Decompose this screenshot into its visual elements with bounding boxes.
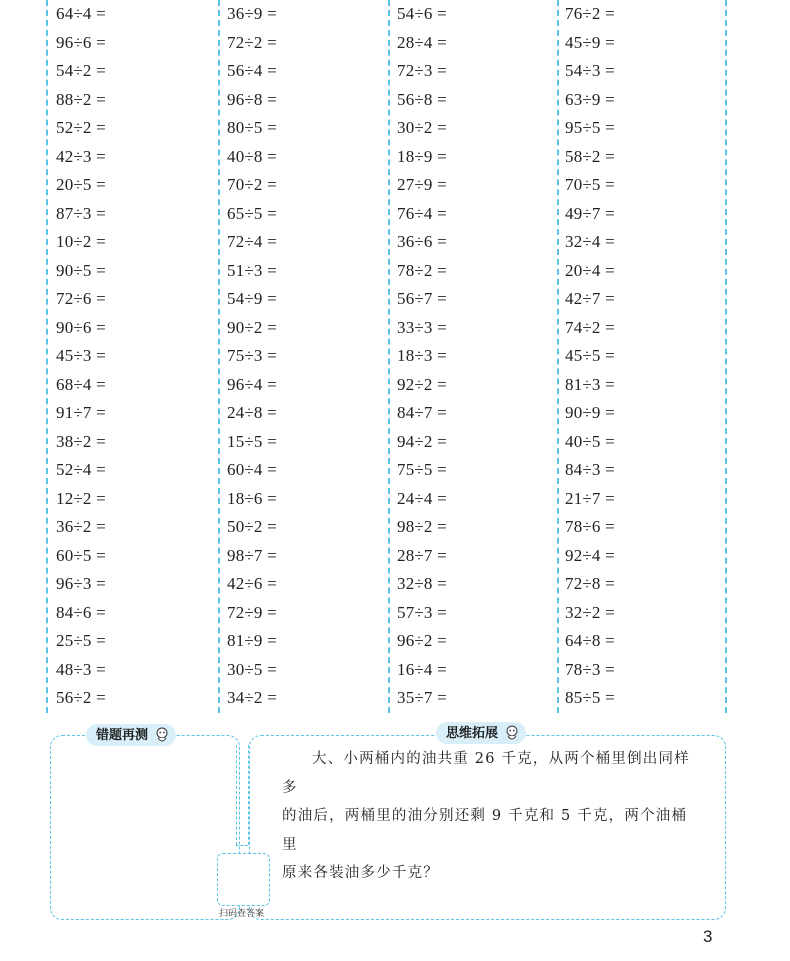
division-problem: 49÷7 = bbox=[565, 203, 615, 223]
division-problem: 32÷4 = bbox=[565, 232, 615, 251]
qr-code-box[interactable] bbox=[217, 853, 270, 906]
problem-line: 的油后，两桶里的油分别还剩 9 千克和 5 千克，两个油桶里 bbox=[282, 808, 688, 853]
division-problem: 75÷5 = bbox=[397, 460, 447, 479]
division-problem: 57÷3 = bbox=[397, 602, 447, 622]
division-problem: 72÷4 = bbox=[227, 232, 277, 251]
column-divider bbox=[388, 0, 390, 713]
division-problem: 90÷5 = bbox=[56, 260, 106, 280]
division-problem: 80÷5 = bbox=[227, 118, 277, 137]
division-problem: 68÷4 = bbox=[56, 374, 106, 394]
division-problem: 74÷2 = bbox=[565, 317, 615, 337]
division-problem: 28÷4 = bbox=[397, 32, 447, 52]
division-problem: 90÷9 = bbox=[565, 403, 615, 422]
thinking-extension-title-text: 思维拓展 bbox=[446, 725, 499, 740]
division-problem: 92÷4 = bbox=[565, 545, 615, 565]
division-problem: 15÷5 = bbox=[227, 431, 277, 451]
division-problem: 45÷9 = bbox=[565, 32, 615, 52]
division-problem: 84÷6 = bbox=[56, 602, 106, 622]
division-problem: 56÷2 = bbox=[56, 688, 106, 707]
mistakes-retest-title bbox=[86, 724, 176, 746]
division-problem: 10÷2 = bbox=[56, 232, 106, 251]
division-problem: 16÷4 = bbox=[397, 659, 447, 679]
division-problem: 52÷4 = bbox=[56, 460, 106, 479]
problem-line: 大、小两桶内的油共重 26 千克，从两个桶里倒出同样多 bbox=[282, 751, 690, 796]
column-divider bbox=[557, 0, 559, 713]
division-problem: 38÷2 = bbox=[56, 431, 106, 451]
division-problem: 54÷3 = bbox=[565, 61, 615, 80]
division-problem: 52÷2 = bbox=[56, 118, 106, 137]
connector-line bbox=[236, 745, 237, 845]
division-problem: 24÷8 = bbox=[227, 403, 277, 422]
division-problem: 42÷6 = bbox=[227, 574, 277, 593]
division-problem: 48÷3 = bbox=[56, 659, 106, 679]
division-problem: 72÷6 = bbox=[56, 289, 106, 308]
division-problem: 64÷8 = bbox=[565, 631, 615, 650]
division-problem: 18÷6 = bbox=[227, 488, 277, 508]
division-problem: 92÷2 = bbox=[397, 374, 447, 394]
division-problem: 56÷4 = bbox=[227, 61, 277, 80]
division-problem: 20÷4 = bbox=[565, 260, 615, 280]
division-problem: 40÷5 = bbox=[565, 431, 615, 451]
division-problem: 50÷2 = bbox=[227, 517, 277, 536]
division-problem: 91÷7 = bbox=[56, 403, 106, 422]
division-problem: 70÷5 = bbox=[565, 175, 615, 194]
division-problem: 34÷2 = bbox=[227, 688, 277, 707]
division-problem: 36÷6 = bbox=[397, 232, 447, 251]
division-problem: 70÷2 = bbox=[227, 175, 277, 194]
division-problem: 45÷3 = bbox=[56, 346, 106, 365]
division-problem: 87÷3 = bbox=[56, 203, 106, 223]
division-problem: 21÷7 = bbox=[565, 488, 615, 508]
division-problem: 98÷2 = bbox=[397, 517, 447, 536]
division-problem: 72÷3 = bbox=[397, 61, 447, 80]
division-problem: 90÷2 = bbox=[227, 317, 277, 337]
division-problem: 33÷3 = bbox=[397, 317, 447, 337]
division-problem: 72÷9 = bbox=[227, 602, 277, 622]
division-problem: 54÷2 = bbox=[56, 61, 106, 80]
division-problem: 78÷6 = bbox=[565, 517, 615, 536]
division-problem: 85÷5 = bbox=[565, 688, 615, 707]
column-divider bbox=[218, 0, 220, 713]
division-problem: 12÷2 = bbox=[56, 488, 106, 508]
division-problem: 94÷2 = bbox=[397, 431, 447, 451]
division-problem: 18÷3 = bbox=[397, 346, 447, 365]
division-problem: 42÷3 = bbox=[56, 146, 106, 166]
qr-caption: 扫码查答案 bbox=[219, 908, 265, 918]
division-problem: 30÷5 = bbox=[227, 659, 277, 679]
division-problem: 28÷7 = bbox=[397, 545, 447, 565]
division-problem: 72÷2 = bbox=[227, 32, 277, 52]
division-problem: 65÷5 = bbox=[227, 203, 277, 223]
division-problem: 88÷2 = bbox=[56, 89, 106, 109]
division-problem: 56÷8 = bbox=[397, 89, 447, 109]
division-problem: 32÷8 = bbox=[397, 574, 447, 593]
division-problem: 75÷3 = bbox=[227, 346, 277, 365]
division-problem: 64÷4 = bbox=[56, 4, 106, 23]
column-divider bbox=[46, 0, 48, 713]
division-problem: 96÷8 = bbox=[227, 89, 277, 109]
division-problem: 78÷3 = bbox=[565, 659, 615, 679]
division-problem: 25÷5 = bbox=[56, 631, 106, 650]
division-problem: 84÷7 = bbox=[397, 403, 447, 422]
division-problem: 96÷6 = bbox=[56, 32, 106, 52]
division-problem: 20÷5 = bbox=[56, 175, 106, 194]
division-problem: 36÷2 = bbox=[56, 517, 106, 536]
division-problem: 24÷4 = bbox=[397, 488, 447, 508]
mistakes-retest-title-text: 错题再测 bbox=[96, 727, 149, 742]
division-problem: 36÷9 = bbox=[227, 4, 277, 23]
division-problem: 76÷2 = bbox=[565, 4, 615, 23]
division-problem: 42÷7 = bbox=[565, 289, 615, 308]
division-problem: 27÷9 = bbox=[397, 175, 447, 194]
division-problem: 84÷3 = bbox=[565, 460, 615, 479]
division-problem: 51÷3 = bbox=[227, 260, 277, 280]
division-problem: 60÷4 = bbox=[227, 460, 277, 479]
division-problem: 76÷4 = bbox=[397, 203, 447, 223]
problem-line: 原来各装油多少千克？ bbox=[282, 865, 439, 881]
mistakes-retest-box bbox=[50, 735, 240, 920]
division-problem: 54÷9 = bbox=[227, 289, 277, 308]
division-problem: 40÷8 = bbox=[227, 146, 277, 166]
connector-line bbox=[248, 745, 249, 845]
division-problem: 30÷2 = bbox=[397, 118, 447, 137]
division-problem: 90÷6 = bbox=[56, 317, 106, 337]
division-problem: 96÷2 = bbox=[397, 631, 447, 650]
mascot-icon bbox=[503, 724, 521, 742]
division-problem: 32÷2 = bbox=[565, 602, 615, 622]
division-problem: 58÷2 = bbox=[565, 146, 615, 166]
division-problem: 45÷5 = bbox=[565, 346, 615, 365]
problem-text bbox=[282, 745, 702, 888]
division-problem: 18÷9 = bbox=[397, 146, 447, 166]
division-problem: 96÷4 = bbox=[227, 374, 277, 394]
thinking-extension-title bbox=[436, 722, 526, 744]
division-problem: 60÷5 = bbox=[56, 545, 106, 565]
division-problem: 54÷6 = bbox=[397, 4, 447, 23]
division-problem: 72÷8 = bbox=[565, 574, 615, 593]
connector-line bbox=[236, 845, 248, 846]
division-problem: 56÷7 = bbox=[397, 289, 447, 308]
division-problem: 96÷3 = bbox=[56, 574, 106, 593]
division-problem: 81÷9 = bbox=[227, 631, 277, 650]
division-problem: 78÷2 = bbox=[397, 260, 447, 280]
division-problem: 63÷9 = bbox=[565, 89, 615, 109]
page-number: 3 bbox=[703, 927, 713, 946]
division-problem: 81÷3 = bbox=[565, 374, 615, 394]
division-problem: 35÷7 = bbox=[397, 688, 447, 707]
division-problem: 95÷5 = bbox=[565, 118, 615, 137]
division-problem: 98÷7 = bbox=[227, 545, 277, 565]
mascot-icon bbox=[153, 726, 171, 744]
column-divider bbox=[725, 0, 727, 713]
